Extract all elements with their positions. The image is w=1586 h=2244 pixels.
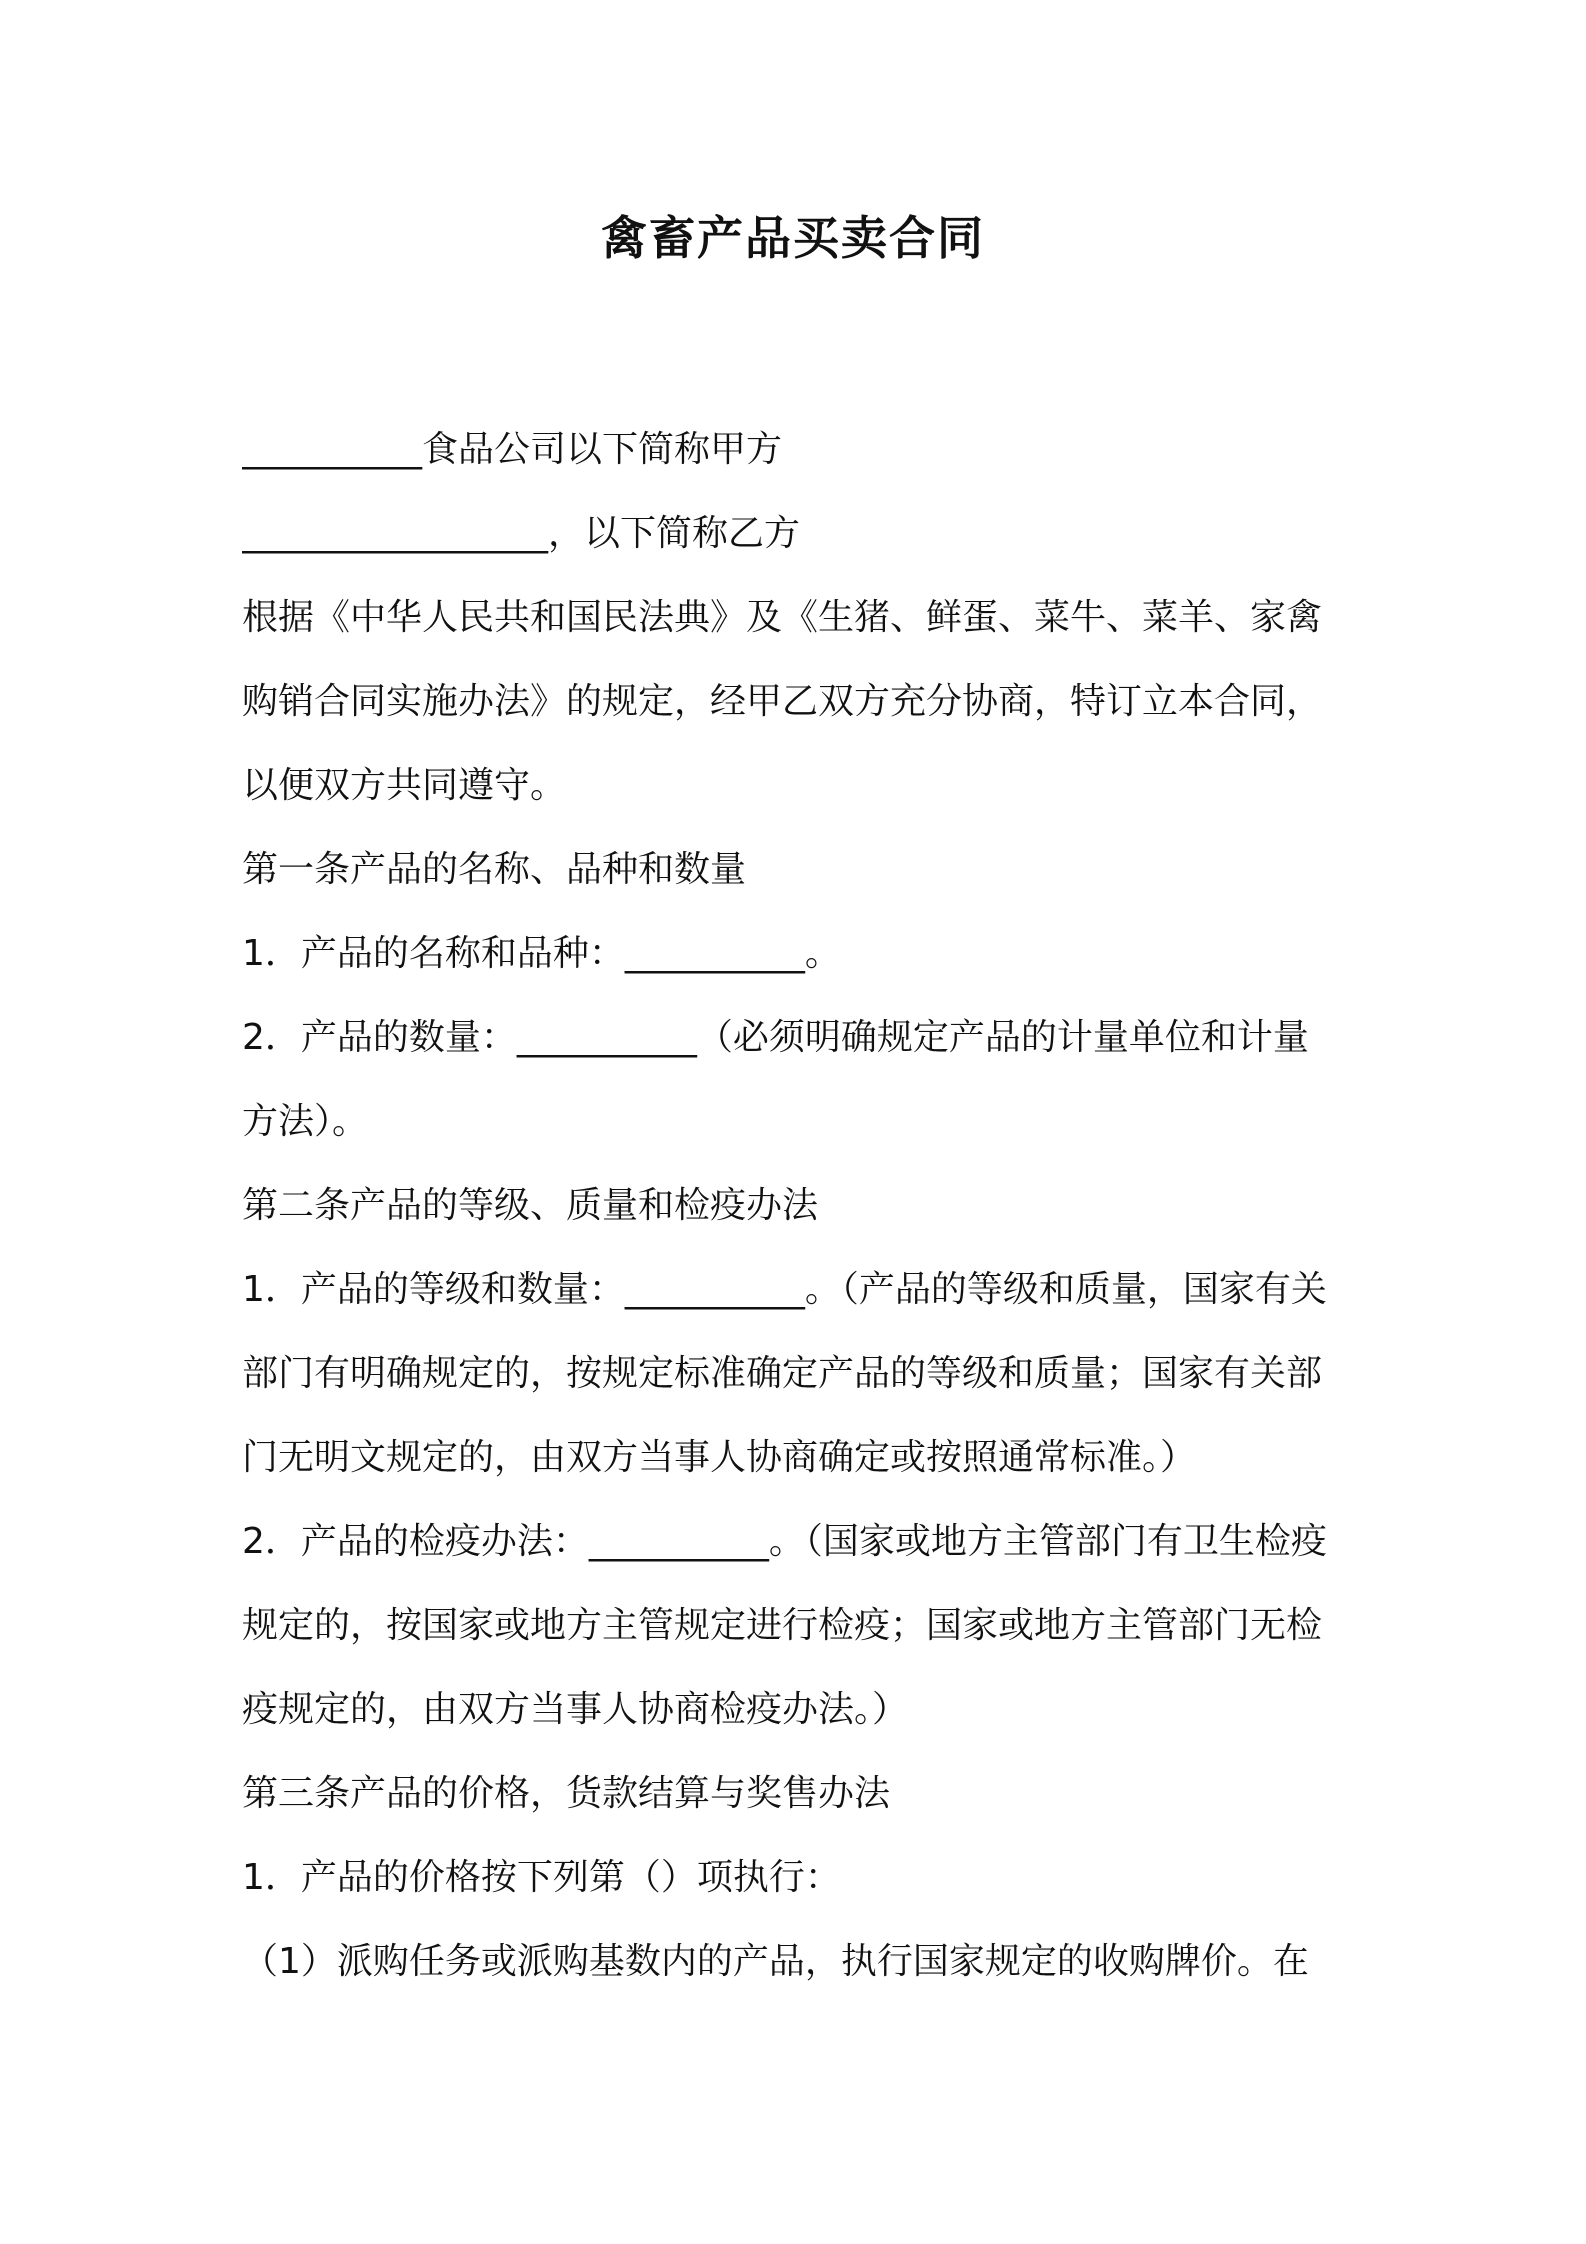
clause-line: 疫规定的，由双方当事人协商检疫办法。） <box>242 1689 909 1730</box>
article-heading: 第一条产品的名称、品种和数量 <box>242 849 747 890</box>
preamble-line: 以便双方共同遵守。 <box>242 765 567 806</box>
clause-line: 门无明文规定的，由双方当事人协商确定或按照通常标准。） <box>242 1437 1197 1478</box>
preamble-line: 购销合同实施办法》的规定，经甲乙双方充分协商，特订立本合同， <box>242 681 1323 722</box>
party-b-line: _________________，以下简称乙方 <box>242 513 801 554</box>
document-body <box>242 408 1354 2004</box>
clause-line: 1．产品的价格按下列第（）项执行： <box>242 1857 841 1898</box>
clause-line: 部门有明确规定的，按规定标准确定产品的等级和质量；国家有关部 <box>242 1353 1323 1394</box>
preamble-line: 根据《中华人民共和国民法典》及《生猪、鲜蛋、菜牛、菜羊、家禽 <box>242 597 1323 638</box>
party-a-line: __________食品公司以下简称甲方 <box>242 429 783 470</box>
clause-line: （1）派购任务或派购基数内的产品，执行国家规定的收购牌价。在 <box>242 1941 1309 1982</box>
article-heading: 第二条产品的等级、质量和检疫办法 <box>242 1185 819 1226</box>
clause-line: 1．产品的等级和数量：__________。（产品的等级和质量，国家有关 <box>242 1269 1327 1310</box>
article-heading: 第三条产品的价格，货款结算与奖售办法 <box>242 1773 891 1814</box>
clause-line: 2．产品的数量：__________（必须明确规定产品的计量单位和计量 <box>242 1017 1309 1058</box>
clause-line: 方法）。 <box>242 1101 369 1142</box>
clause-line: 2．产品的检疫办法：__________。（国家或地方主管部门有卫生检疫 <box>242 1521 1327 1562</box>
clause-line: 1．产品的名称和品种：__________。 <box>242 933 841 974</box>
document-title: 禽畜产品买卖合同 <box>601 211 985 265</box>
clause-line: 规定的，按国家或地方主管规定进行检疫；国家或地方主管部门无检 <box>242 1605 1323 1646</box>
